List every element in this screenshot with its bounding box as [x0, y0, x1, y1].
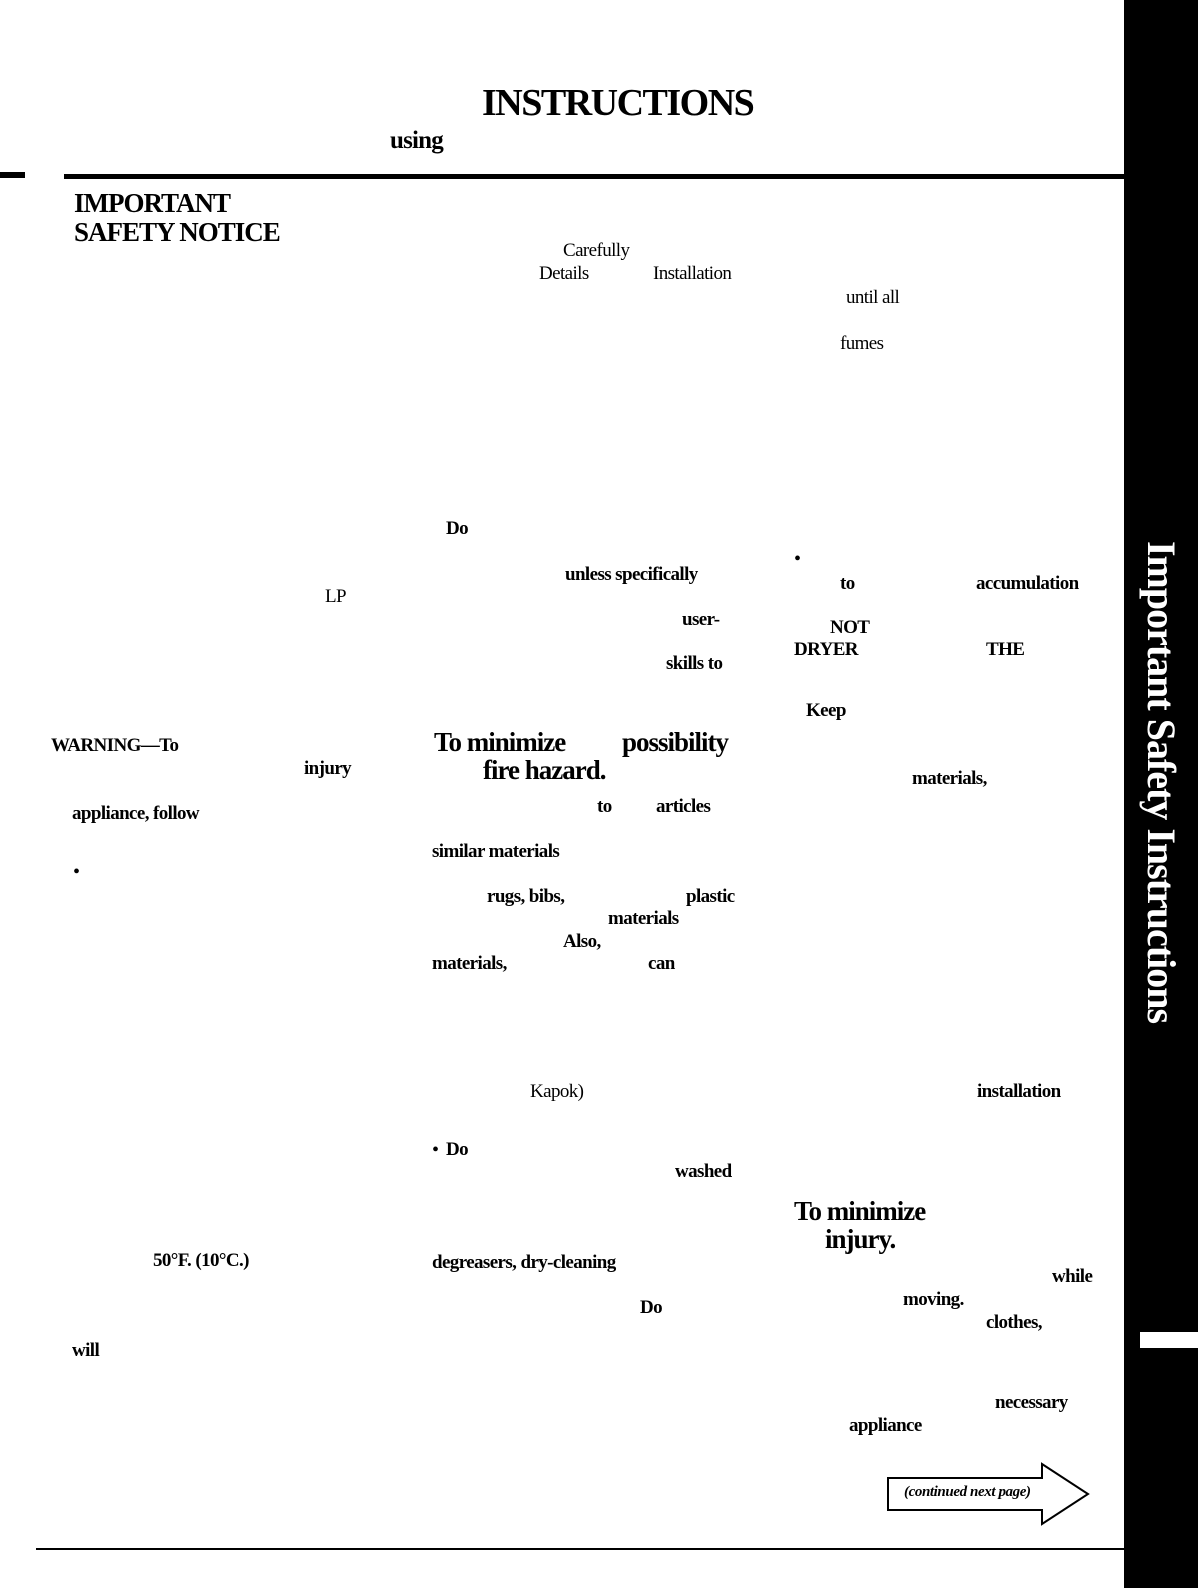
- word-will: will: [72, 1340, 100, 1361]
- word-fumes: fumes: [840, 333, 884, 354]
- word-while: while: [1052, 1266, 1093, 1287]
- word-details: Details: [539, 263, 589, 284]
- word-skills-to: skills to: [666, 653, 723, 674]
- word-injury: injury: [304, 758, 352, 779]
- continued-next-page-label: (continued next page): [904, 1484, 1031, 1500]
- word-the: THE: [986, 639, 1025, 660]
- word-washed: washed: [675, 1161, 732, 1182]
- header-rule: [64, 174, 1126, 179]
- word-user: user-: [682, 609, 720, 630]
- side-tab-gap: [1140, 1332, 1198, 1348]
- bullet: •: [73, 861, 81, 883]
- bullet: •: [432, 1139, 440, 1161]
- margin-tick: [0, 172, 25, 178]
- word-appliance: appliance: [849, 1415, 922, 1436]
- word-until-all: until all: [846, 287, 900, 308]
- word-to: to: [597, 796, 612, 817]
- bullet: •: [794, 548, 802, 570]
- word-articles: articles: [656, 796, 711, 817]
- word-do: Do: [446, 1139, 469, 1160]
- word-clothes: clothes,: [986, 1312, 1042, 1333]
- word-appliance-follow: appliance, follow: [72, 803, 200, 824]
- word-necessary: necessary: [995, 1392, 1068, 1413]
- warning-label: WARNING—To: [51, 735, 179, 756]
- word-can: can: [648, 953, 675, 974]
- side-tab-label: Important Safety Instructions: [1139, 540, 1184, 1024]
- word-unless-specifically: unless specifically: [565, 564, 698, 585]
- word-kapok: Kapok): [530, 1081, 584, 1102]
- word-keep: Keep: [806, 700, 846, 721]
- word-similar-materials: similar materials: [432, 841, 560, 862]
- word-rugs-bibs: rugs, bibs,: [487, 886, 565, 907]
- footer-rule: [36, 1548, 1126, 1550]
- notice-heading-line1: IMPORTANT: [74, 188, 231, 218]
- heading-injury: injury.: [825, 1224, 896, 1254]
- page-title: INSTRUCTIONS: [482, 82, 754, 124]
- page-subtitle: using: [390, 127, 443, 154]
- notice-heading-line2: SAFETY NOTICE: [74, 217, 280, 247]
- word-not: NOT: [830, 617, 870, 638]
- word-temperature: 50°F. (10°C.): [153, 1250, 249, 1271]
- word-also: Also,: [563, 931, 601, 952]
- heading-to-minimize: To minimize: [434, 727, 566, 757]
- word-installation: installation: [977, 1081, 1061, 1102]
- heading-possibility: possibility: [622, 727, 729, 757]
- word-lp: LP: [325, 586, 346, 607]
- word-materials: materials,: [912, 768, 987, 789]
- word-materials: materials,: [432, 953, 507, 974]
- word-carefully: Carefully: [563, 240, 630, 261]
- heading-fire-hazard: fire hazard.: [483, 755, 606, 785]
- word-do: Do: [446, 518, 469, 539]
- word-to: to: [840, 573, 855, 594]
- word-installation: Installation: [653, 263, 732, 284]
- word-moving: moving.: [903, 1289, 964, 1310]
- word-degreasers: degreasers, dry-cleaning: [432, 1252, 616, 1273]
- word-materials: materials: [608, 908, 679, 929]
- word-dryer: DRYER: [794, 639, 858, 660]
- word-do: Do: [640, 1297, 663, 1318]
- heading-to-minimize-2: To minimize: [794, 1196, 926, 1226]
- word-accumulation: accumulation: [976, 573, 1079, 594]
- word-plastic: plastic: [686, 886, 735, 907]
